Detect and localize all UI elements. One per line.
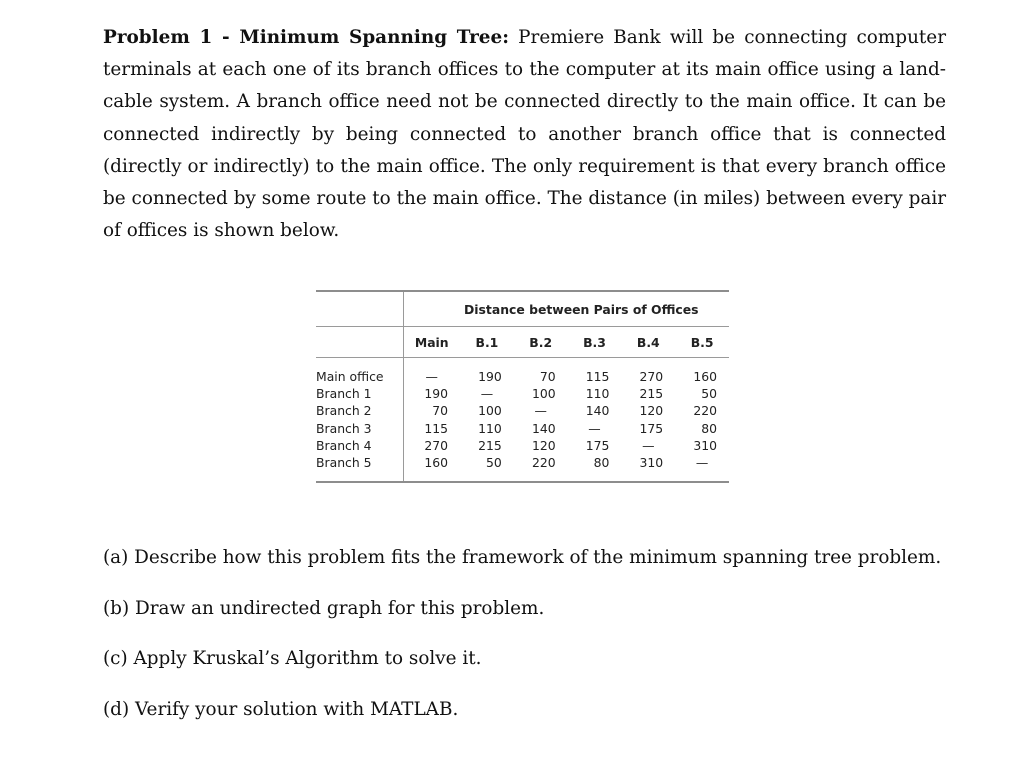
distance-table bbox=[316, 290, 729, 483]
table-cell: — bbox=[403, 358, 460, 386]
row-label: Branch 5 bbox=[316, 455, 372, 471]
table-corner-2 bbox=[316, 327, 403, 358]
table-cell: 215 bbox=[478, 437, 502, 453]
table-cell: 80 bbox=[701, 420, 718, 436]
table-cell: 160 bbox=[693, 369, 718, 384]
question-list bbox=[103, 542, 963, 744]
problem-body: Premiere Bank will be connecting computer terminals at each one of its branch offices to the computer at its main office using a land-cable system. A branch office need not be connected directly to the main office. It can be connected indirectly by being connected to another branch office that is connected (directly or indirectly) to the main office. The only requirement is that every branch office be connected by some route to the main office. The distance (in miles) between every pair of offices is shown below. bbox=[103, 27, 946, 242]
row-label: Branch 3 bbox=[316, 420, 372, 436]
table-cell: 160 bbox=[403, 454, 460, 482]
table-cell: 310 bbox=[639, 455, 664, 471]
table-cell: 175 bbox=[585, 437, 610, 453]
question-c: (c) Apply Kruskal’s Algorithm to solve it. bbox=[103, 648, 482, 669]
table-row bbox=[316, 420, 729, 437]
table-cell: 270 bbox=[639, 369, 664, 384]
table-cell: 70 bbox=[539, 369, 556, 384]
table-corner bbox=[316, 291, 403, 327]
column-header: Main bbox=[403, 327, 460, 358]
table-cell: — bbox=[588, 420, 601, 436]
question-a: (a) Describe how this problem fits the framework of the minimum spanning tree problem. bbox=[103, 547, 942, 568]
table-cell: 120 bbox=[639, 403, 664, 419]
table-cell: 270 bbox=[403, 437, 460, 454]
column-header: B.2 bbox=[514, 327, 568, 358]
table-cell: 310 bbox=[693, 437, 718, 453]
question-d: (d) Verify your solution with MATLAB. bbox=[103, 698, 459, 720]
table-row bbox=[316, 454, 729, 482]
table-row bbox=[316, 385, 729, 402]
table-cell: 175 bbox=[639, 420, 664, 436]
table-cell: 100 bbox=[478, 403, 502, 419]
table-cell: — bbox=[642, 437, 655, 453]
column-header: B.1 bbox=[460, 327, 514, 358]
column-header: B.4 bbox=[621, 327, 675, 358]
table-cell: — bbox=[695, 455, 709, 471]
row-label: Branch 1 bbox=[316, 386, 372, 402]
table-cell: 190 bbox=[403, 385, 460, 402]
table-cell: 80 bbox=[593, 455, 610, 471]
table-cell: 110 bbox=[478, 420, 502, 436]
table-cell: — bbox=[480, 386, 494, 402]
table-cell: 140 bbox=[585, 403, 610, 419]
table-cell: 70 bbox=[403, 402, 460, 419]
table-cell: 120 bbox=[531, 437, 556, 453]
column-header: B.3 bbox=[568, 327, 622, 358]
problem-statement bbox=[103, 22, 946, 247]
table-caption: Distance between Pairs of Offices bbox=[403, 291, 729, 327]
table-row bbox=[316, 358, 729, 386]
table-cell: 220 bbox=[531, 455, 556, 471]
table-cell: 115 bbox=[403, 420, 460, 437]
column-header: B.5 bbox=[675, 327, 729, 358]
table-cell: 220 bbox=[693, 403, 718, 419]
table-cell: 50 bbox=[486, 455, 502, 471]
table-cell: 115 bbox=[585, 369, 610, 384]
row-label: Main office bbox=[316, 369, 384, 384]
question-b: (b) Draw an undirected graph for this problem. bbox=[103, 597, 545, 619]
table-cell: 50 bbox=[701, 386, 718, 402]
problem-heading: Problem 1 - Minimum Spanning Tree: bbox=[103, 27, 509, 48]
table-cell: 215 bbox=[639, 386, 664, 402]
table-cell: 140 bbox=[531, 420, 556, 436]
table-row bbox=[316, 402, 729, 419]
table-cell: 100 bbox=[531, 386, 556, 402]
table-cell: 190 bbox=[478, 369, 502, 384]
table-cell: — bbox=[534, 403, 547, 419]
row-label: Branch 4 bbox=[316, 437, 372, 453]
row-label: Branch 2 bbox=[316, 403, 372, 419]
table-row bbox=[316, 437, 729, 454]
table-cell: 110 bbox=[585, 386, 610, 402]
